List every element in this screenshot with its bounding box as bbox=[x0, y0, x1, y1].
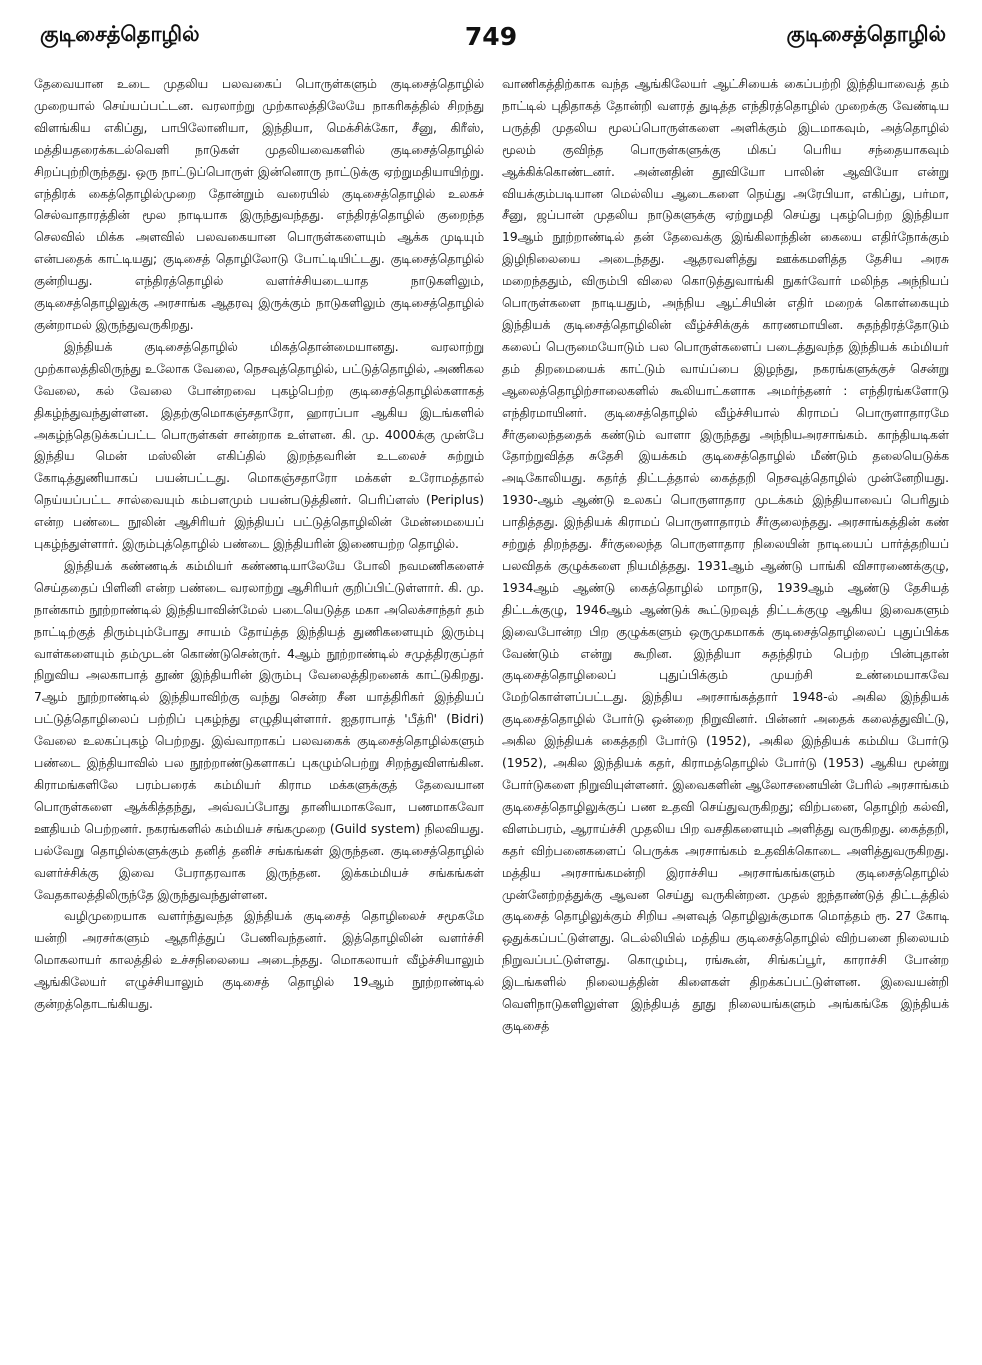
left-column bbox=[34, 74, 484, 1351]
paragraph: இந்தியக் குடிசைத்தொழில் மிகத்தொன்மையானது. வரலாற்று முற்காலத்திலிருந்து உலோக வேலை, நெசவுத்தொழில், பட்டுத்தொழில், அணிகல வேலை, கல் வேலை போன்றவை புகழ்பெற்ற குடிசைத்தொழில்களாகத் திகழ்ந்துவந்துள்ளன. இதற்குமொகஞ்சதாரோ, ஹாரப்பா ஆகிய இடங்களில் அகழ்ந்தெடுக்கப்பட்ட பொருள்கள் சான்றாக உள்ளன. கி. மு. 4000க்கு முன்பே இந்திய மென் மஸ்லின் எகிப்தில் இறந்தவரின் உடலைச் சுற்றும் கோடித்துணியாகப் பயன்பட்டது. மொகஞ்சதாரோ மக்கள் உரோமத்தால் நெய்யப்பட்ட சால்வையும் கம்பளமும் பயன்படுத்தினர். பெரிப்ளஸ் (Periplus) என்ற பண்டை நூலின் ஆசிரியர் இந்தியப் பட்டுத்தொழிலின் மேன்மையைப் புகழ்ந்துள்ளார். இரும்புத்தொழில் பண்டை இந்தியரின் இணையற்ற தொழில். bbox=[34, 339, 484, 552]
paragraph: இந்தியக் கண்ணடிக் கம்மியர் கண்ணடியாலேயே போலி நவமணிகளைச் செய்ததைப் பிளினி என்ற பண்டை வரலாற்று ஆசிரியர் குறிப்பிட்டுள்ளார். கி. மு. நான்காம் நூற்றாண்டில் இந்தியாவின்மேல் படையெடுத்த மகா அலெக்சாந்தர் தம் நாட்டிற்குத் திரும்பும்போது சாயம் தோய்த்த இந்தியத் துணிகளையும் இரும்பு வாள்களையும் தம்முடன் கொண்டுசென்ருர். 4ஆம் நூற்றாண்டில் சமுத்திரகுப்தர் நிறுவிய அலகாபாத் தூண் இந்தியரின் இரும்பு வேலைத்திறனைக் காட்டுகிறது. 7ஆம் நூற்றாண்டில் இந்தியாவிற்கு வந்து சென்ற சீன யாத்திரிகர் இந்தியப் பட்டுத்தொழிலைப் பற்றிப் புகழ்ந்து எழுதியுள்ளார். ஐதராபாத் 'பீத்ரி' (Bidri) வேலை உலகப்புகழ் பெற்றது. இவ்வாறாகப் பலவகைக் குடிசைத்தொழில்களும் பண்டை இந்தியாவில் பல நூற்றாண்டுகளாகப் புகழும்பெற்று சிறந்துவிளங்கின. கிராமங்களிலே பரம்பரைக் கம்மியர் கிராம மக்களுக்குத் தேவையான பொருள்களை ஆக்கித்தந்து, அவ்வப்போது தானியமாகவோ, பணமாகவோ ஊதியம் பெற்றனர். நகரங்களில் கம்மியச் சங்கமுறை (Guild system) நிலவியது. பல்வேறு தொழில்களுக்கும் தனித் தனிச் சங்கங்கள் இருந்தன. குடிசைத்தொழில் வளர்ச்சிக்கு இவை பேராதரவாக இருந்தன. இக்கம்மியச் சங்கங்கள் வேதகாலத்திலிருந்தே இருந்துவந்துள்ளன. bbox=[34, 558, 484, 902]
page-number: 749 bbox=[464, 22, 518, 51]
paragraph: வாணிகத்திற்காக வந்த ஆங்கிலேயர் ஆட்சியைக் கைப்பற்றி இந்தியாவைத் தம் நாட்டில் புதிதாகத் தோன்றி வளரத் துடித்த எந்திரத்தொழில் முறைக்கு வேண்டிய பருத்தி முதலிய மூலப்பொருள்களை அளிக்கும் இடமாகவும், அத்தொழில் மூலம் குவிந்த பொருள்களுக்கு மிகப் பெரிய சந்தையாகவும் ஆக்கிக்கொண்டனர். அன்னதின் தூவியோ பாலின் ஆவியோ என்று வியக்கும்படியான மெல்லிய ஆடைகளை நெய்து அரேபியா, எகிப்து, பர்மா, சீனு, ஜப்பான் முதலிய நாடுகளுக்கு ஏற்றுமதி செய்து புகழ்பெற்ற இந்தியா 19ஆம் நூற்றாண்டில் தன் தேவைக்கு இங்கிலாந்தின் கையை எதிர்நோக்கும் இழிநிலையை அடைந்தது. ஆதரவளித்து ஊக்கமளித்த தேசிய அரசு மறைந்ததும், விரும்பி விலை கொடுத்துவாங்கி நுகர்வோர் மலிந்த அந்நியப் பொருள்களை நாடியதும், அந்நிய ஆட்சியின் எதிர் மறைக் கொள்கையும் இந்தியக் குடிசைத்தொழிலின் வீழ்ச்சிக்குக் காரணமாயின. சுதந்திரத்தோடும் கலைப் பெருமையோடும் பல பொருள்களைப் படைத்துவந்த இந்தியக் கம்மியர் தம் திறமையைக் காட்டும் வாய்ப்பை இழந்து, நகரங்களுக்குச் சென்று ஆலைத்தொழிற்சாலைகளில் கூலியாட்களாக அமர்ந்தனர் : எந்திரங்களோடு எந்திரமாயினர். குடிசைத்தொழில் வீழ்ச்சியால் கிராமப் பொருளாதாரமே சீர்குலைந்ததைக் கண்டும் வாளா இருந்தது அந்நியஅரசாங்கம். காந்தியடிகள் தோற்றுவித்த சுதேசி இயக்கம் குடிசைத்தொழில் மீண்டும் தலையெடுக்க அடிகோலியது. கதர்த் திட்டத்தால் கைத்தறி நெசவுத்தொழில் முன்னேறியது. 1930-ஆம் ஆண்டு உலகப் பொருளாதார முடக்கம் இந்தியாவைப் பெரிதும் பாதித்தது. இந்தியக் கிராமப் பொருளாதாரம் சீர்குலைந்தது. அரசாங்கத்தின் கண் சற்றுத் திறந்தது. சீர்குலைந்த பொருளாதார நிலையின் நாடியைப் பார்த்தறியப் பலவிதக் குழுக்களை நியமித்தது. 1931ஆம் ஆண்டு பாங்கி விசாரணைக்குழு, 1934ஆம் ஆண்டு கைத்தொழில் மாநாடு, 1939ஆம் ஆண்டு தேசியத் திட்டக்குழு, 1946ஆம் ஆண்டுக் கூட்டுறவுத் திட்டக்குழு ஆகிய இவைகளும் இவைபோன்ற பிற குழுக்களும் ஒருமுகமாகக் குடிசைத்தொழிலைப் புதுப்பிக்க வேண்டும் என்று கூறின. இந்தியா சுதந்திரம் பெற்ற பின்புதான் குடிசைத்தொழிலைப் புதுப்பிக்கும் முயற்சி உண்மையாகவே மேற்கொள்ளப்பட்டது. இந்திய அரசாங்கத்தார் 1948-ல் அகில இந்தியக் குடிசைத்தொழில் போர்டு ஒன்றை நிறுவினர். பின்னர் அதைக் கலைத்துவிட்டு, அகில இந்தியக் கைத்தறி போர்டு (1952), அகில இந்தியக் கம்மிய போர்டு (1952), அகில இந்தியக் கதர், கிராமத்தொழில் போர்டு (1953) ஆகிய மூன்று போர்டுகளை நிறுவியுள்ளனர். இவைகளின் ஆலோசனையின் பேரில் அரசாங்கம் குடிசைத்தொழிலுக்குப் பண உதவி செய்துவருகிறது; விற்பனை, தொழிற் கல்வி, விளம்பரம், ஆராய்ச்சி முதலிய பிற வசதிகளையும் அளித்து வருகிறது. கைத்தறி, கதர் விற்பனைகளைப் பெருக்க அரசாங்கம் உதவிக்கொடை அளித்துவருகிறது. மத்திய அரசாங்கமன்றி இராச்சிய அரசாங்கங்களும் குடிசைத்தொழில் முன்னேற்றத்துக்கு ஆவன செய்து வருகின்றன. முதல் ஐந்தாண்டுத் திட்டத்தில் குடிசைத் தொழிலுக்கும் சிறிய அளவுத் தொழிலுக்குமாக மொத்தம் ரூ. 27 கோடி ஒதுக்கப்பட்டுள்ளது. டெல்லியில் மத்திய குடிசைத்தொழில் விற்பனை நிலையம் நிறுவப்பட்டுள்ளது. கொழும்பு, ரங்கூன், சிங்கப்பூர், காராச்சி போன்ற இடங்களில் நிலையத்தின் கிளைகள் திறக்கப்பட்டுள்ளன. இவையன்றி வெளிநாடுகளிலுள்ள இந்தியத் தூது நிலையங்களும் அங்கங்கே இந்தியக் குடிசைத் bbox=[502, 77, 949, 1033]
right-column bbox=[502, 74, 949, 1351]
running-head-right: குடிசைத்தொழில் bbox=[786, 22, 946, 46]
running-head-left: குடிசைத்தொழில் bbox=[40, 22, 200, 46]
paragraph: வழிமுறையாக வளர்ந்துவந்த இந்தியக் குடிசைத் தொழிலைச் சமூகமே யன்றி அரசர்களும் ஆதரித்துப் பேணிவந்தனர். இத்தொழிலின் வளர்ச்சி மொகலாயர் காலத்தில் உச்சநிலையை அடைந்தது. மொகலாயர் வீழ்ச்சியாலும் ஆங்கிலேயர் எழுச்சியாலும் குடிசைத் தொழில் 19ஆம் நூற்றாண்டில் குன்றத்தொடங்கியது. bbox=[34, 909, 484, 1012]
paragraph: தேவையான உடை முதலிய பலவகைப் பொருள்களும் குடிசைத்தொழில் முறையால் செய்யப்பட்டன. வரலாற்று முற்காலத்திலேயே நாகரிகத்தில் சிறந்து விளங்கிய எகிப்து, பாபிலோனியா, இந்தியா, மெக்சிக்கோ, சீனு, கிரீஸ், மத்தியதரைக்கடல்வெளி நாடுகள் முதலியவைகளில் குடிசைத்தொழில் சிறப்புற்றிருந்தது. ஒரு நாட்டுப்பொருள் இன்னொரு நாட்டுக்கு ஏற்றுமதியாயிற்று. எந்திரக் கைத்தொழில்முறை தோன்றும் வரையில் குடிசைத்தொழில் உலகச் செல்வாதாரத்தின் மூல நாடியாக இருந்துவந்தது. எந்திரத்தொழில் குறைந்த செலவில் மிக்க அளவில் பலவகையான பொருள்களையும் ஆக்க முடியும் என்பதைக் காட்டியது; குடிசைத் தொழிலோடு போட்டியிட்டது. குடிசைத்தொழில் குன்றியது. எந்திரத்தொழில் வளர்ச்சியடையாத நாடுகளிலும், குடிசைத்தொழிலுக்கு அரசாங்க ஆதரவு இருக்கும் நாடுகளிலும் குடிசைத்தொழில் குன்றாமல் இருந்துவருகிறது. bbox=[34, 77, 484, 332]
